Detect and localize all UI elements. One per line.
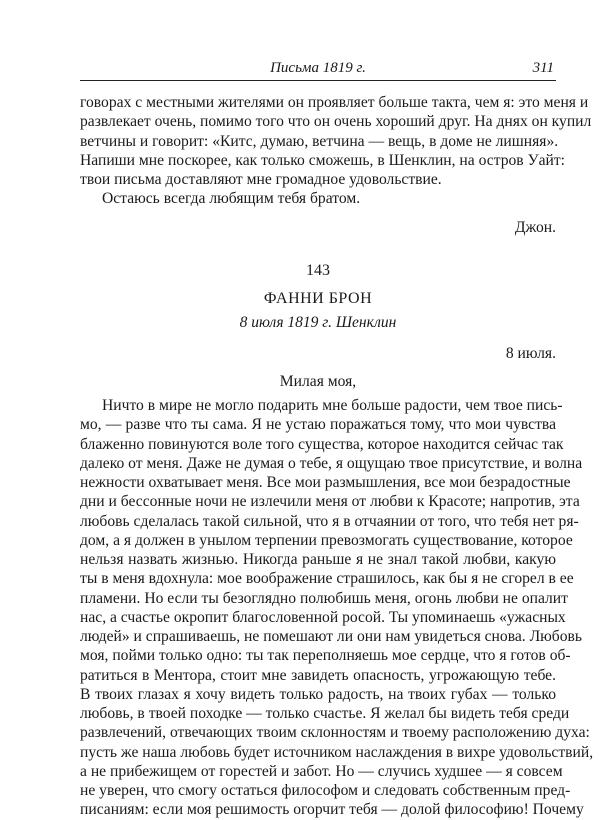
text-line: твои письма доставляют мне громадное удовольствие. <box>80 171 442 188</box>
text-line: мо, — разве что ты сама. Я не устаю поражаться тому, что мои чувства <box>80 416 556 434</box>
letter-number: 143 <box>306 262 330 279</box>
letter-date: 8 июля. <box>505 345 556 362</box>
text-line: Ничто в мире не могло подарить мне больше радости, чем твое пись- <box>102 397 563 414</box>
text-line: развлекает очень, помимо того что он очень хороший друг. На днях он купил <box>80 113 592 131</box>
text-line: любовь сделалась такой сильной, что я в отчаянии от того, что тебя нет ря- <box>80 512 579 530</box>
salutation: Милая моя, <box>279 373 357 390</box>
page-number: 311 <box>532 60 554 76</box>
text-line: любовь, в твоей походке — только счастье. Я желал бы видеть тебя среди <box>80 705 570 722</box>
text-line: развлечений, отвечающих твоим склонностям и твоему расположению духа: <box>80 724 590 742</box>
running-header <box>80 58 556 81</box>
text-line: В твоих глазах я хочу видеть только радость, на твоих губах — только <box>80 685 556 703</box>
text-line: пусть же наша любовь будет источником наслаждения в вихре удовольствий, <box>80 743 594 761</box>
text-line: Напиши мне поскорее, как только сможешь, в Шенклин, на остров Уайт: <box>80 151 566 169</box>
text-line: нельзя назвать жизнью. Никогда раньше я не знал такой любви, какую <box>80 551 556 568</box>
letter-addressee: ФАННИ БРОН <box>263 290 373 307</box>
text-line: писаниям: если моя решимость огорчит тебя — долой философию! Почему <box>80 801 584 819</box>
text-line: моя, пойми только одно: ты так переполняешь мое сердце, что я готов об- <box>80 647 571 665</box>
text-line: людей» и спрашиваешь, не помешают ли они нам увидеться снова. Любовь <box>80 628 583 645</box>
signature: Джон. <box>514 218 556 236</box>
text-line: дни и бессонные ночи не излечили меня от любви к Красоте; напротив, эта <box>80 493 580 511</box>
letter-date-place: 8 июля 1819 г. Шенклин <box>239 314 397 331</box>
text-line: пламени. Но если ты безоглядно полюбишь меня, огонь любви не опалит <box>80 589 568 607</box>
text-line: ветчины и говорит: «Китс, думаю, ветчина — вещь, в доме не лишняя». <box>80 132 559 150</box>
text-line: далеко от меня. Даже не думая о тебе, я ощущаю твое присутствие, и волна <box>80 454 583 472</box>
text-line: ты в меня вдохнула: мое воображение страшилось, как бы я не сгорел в ее <box>80 570 574 588</box>
text-line: нас, а счастье окропит благословенной росой. Ты упоминаешь «ужасных <box>80 608 566 626</box>
text-line: дом, а я должен в унылом терпении превозмогать существование, которое <box>80 531 573 549</box>
letter-body <box>80 396 594 820</box>
text-line: а не прибежищем от горестей и забот. Но — случись худшее — я совсем <box>80 762 563 780</box>
text-line: не уверен, что смогу остаться философом и следовать собственным пред- <box>80 782 571 799</box>
text-line: говорах с местными жителями он проявляет больше такта, чем я: это меня и <box>80 94 589 111</box>
closing-line: Остаюсь всегда любящим тебя братом. <box>102 190 361 208</box>
text-line: нежности охватывает меня. Все мои размышления, все мои безрадостные <box>80 474 571 491</box>
text-line: ратиться в Ментора, стоит мне завидеть опасность, угрожающую тебе. <box>80 666 556 684</box>
running-title: Письма 1819 г. <box>270 60 366 76</box>
text-line: блаженно повинуются воле того существа, которое находится сейчас так <box>80 435 564 453</box>
previous-letter-ending <box>80 93 592 237</box>
